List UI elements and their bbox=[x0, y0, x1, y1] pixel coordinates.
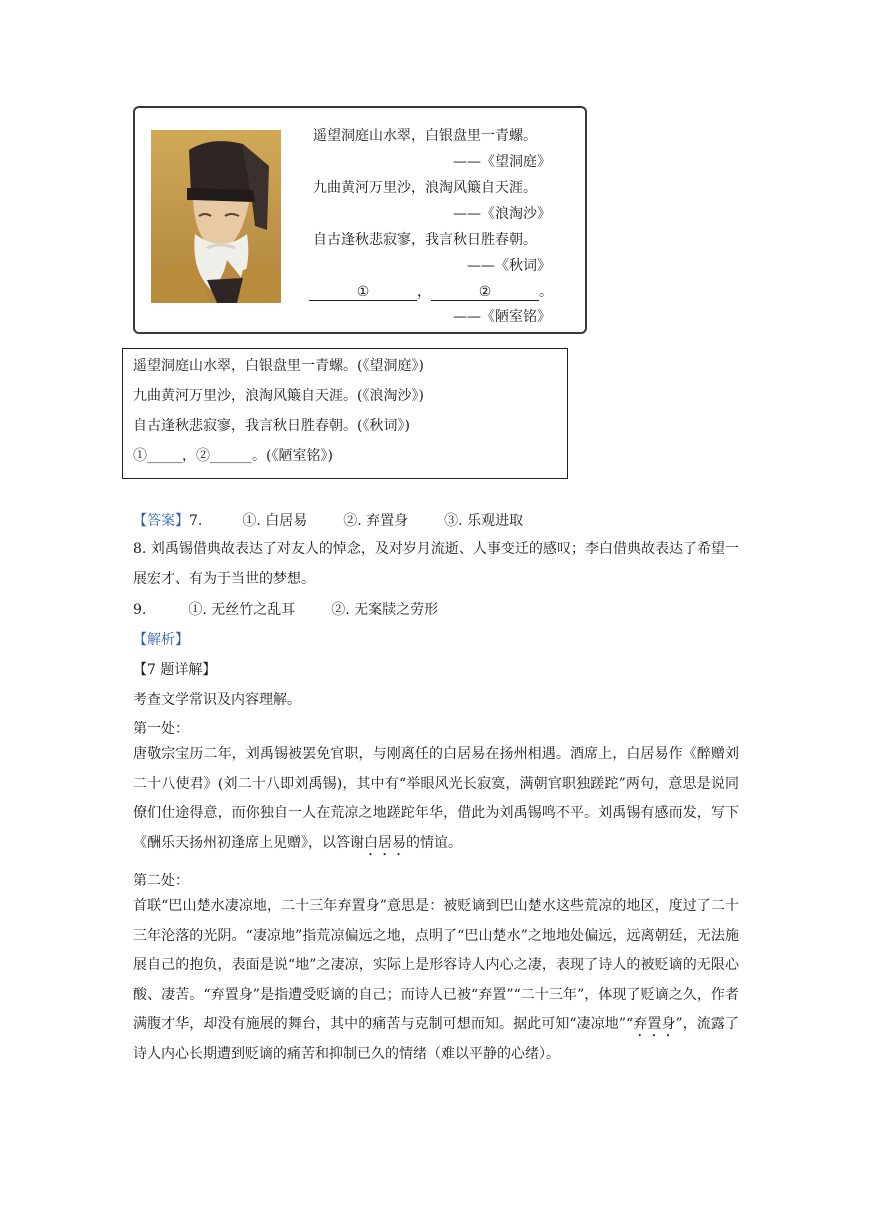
fill-blank-line bbox=[309, 281, 553, 301]
verse-line-3: 自古逢秋悲寂寥，我言秋日胜春朝。 bbox=[313, 232, 537, 248]
q7-answer-3: ③. 乐观进取 bbox=[444, 513, 524, 529]
poem-card bbox=[133, 106, 587, 334]
blank-period: 。 bbox=[539, 284, 553, 300]
first-point-paragraph bbox=[133, 740, 739, 859]
answer-tag: 【答案】 bbox=[133, 513, 189, 529]
verse-line-1: 遥望洞庭山水翠，白银盘里一青螺。 bbox=[313, 128, 537, 144]
box-line-4: ①_____，②______。(《陋室铭》) bbox=[133, 448, 333, 464]
analysis-intro: 考查文学常识及内容理解。 bbox=[133, 692, 301, 708]
second-para-emphasis: 弃置身 bbox=[633, 1016, 676, 1032]
poet-portrait-image bbox=[151, 130, 281, 303]
poem-text-box bbox=[122, 348, 568, 479]
second-para-tail: ”，流露了诗人内心长期遭到贬谪的痛苦和抑制已久的情绪（难以平静的心绪）。 bbox=[133, 1016, 739, 1062]
portrait-illustration bbox=[151, 130, 281, 303]
box-line-2: 九曲黄河万里沙，浪淘风簸自天涯。(《浪淘沙》) bbox=[133, 388, 424, 404]
answer-q7-row bbox=[133, 510, 523, 530]
q7-answer-2: ②. 弃置身 bbox=[343, 513, 409, 529]
q9-answer-2: ②. 无案牍之劳形 bbox=[331, 602, 439, 618]
q9-answer-1: ①. 无丝竹之乱耳 bbox=[188, 602, 296, 618]
blank-comma: ， bbox=[417, 284, 431, 300]
second-point-heading: 第二处： bbox=[133, 873, 189, 889]
q9-number: 9. bbox=[133, 602, 147, 618]
q7-number: 7. bbox=[189, 513, 203, 529]
second-point-paragraph bbox=[133, 892, 739, 1070]
box-line-3: 自古逢秋悲寂寥，我言秋日胜春朝。(《秋词》) bbox=[133, 418, 410, 434]
verse-source-4: ——《陋室铭》 bbox=[453, 309, 551, 325]
verse-source-3: ——《秋词》 bbox=[467, 258, 551, 274]
second-para-text: 首联“巴山楚水凄凉地，二十三年弃置身”意思是：被贬谪到巴山楚水这些荒凉的地区，度过了二十三年沦落的光阴。“凄凉地”指荒凉偏远之地，点明了“巴山楚水”之地地处偏远，远离朝廷，无法施展自己的抱负，表面是说“地”之凄凉，实际上是形容诗人内心之凄，表现了诗人的被贬谪的无限心酸、凄苦。“弃置身”是指遭受贬谪的自己；而诗人已被“弃置”“二十三年”，体现了贬谪之久，作者满腹才华，却没有施展的舞台，其中的痛苦与克制可想而知。据此可知“凄凉地”“ bbox=[133, 898, 739, 1032]
first-point-heading: 第一处： bbox=[133, 721, 189, 737]
first-para-emphasis: 白居易 bbox=[364, 834, 406, 851]
answer-q9-row bbox=[133, 599, 438, 619]
subquestion-7-heading: 【7 题详解】 bbox=[133, 662, 217, 678]
analysis-tag: 【解析】 bbox=[133, 632, 189, 648]
verse-source-1: ——《望洞庭》 bbox=[453, 154, 551, 170]
first-para-tail: 的情谊。 bbox=[406, 834, 462, 851]
verse-source-2: ——《浪淘沙》 bbox=[453, 206, 551, 222]
first-para-text: 唐敬宗宝历二年，刘禹锡被罢免官职，与刚离任的白居易在扬州相遇。酒席上，白居易作《醉赠刘二十八使君》(刘二十八即刘禹锡)，其中有“举眼风光长寂寞，满朝官职独蹉跎”两句，意思是说同僚们仕途得意，而你独自一人在荒凉之地蹉跎年华，借此为刘禹锡鸣不平。刘禹锡有感而发，写下《酬乐天扬州初逢席上见赠》，以答谢 bbox=[133, 746, 739, 851]
blank-1[interactable]: ① bbox=[309, 284, 417, 301]
blank-2[interactable]: ② bbox=[431, 284, 539, 301]
verse-line-2: 九曲黄河万里沙，浪淘风簸自天涯。 bbox=[313, 180, 537, 196]
box-line-1: 遥望洞庭山水翠，白银盘里一青螺。(《望洞庭》) bbox=[133, 358, 424, 374]
answer-q8: 8. 刘禹锡借典故表达了对友人的悼念，及对岁月流逝、人事变迁的感叹；李白借典故表达了希望一展宏才、有为于当世的梦想。 bbox=[133, 541, 739, 587]
q7-answer-1: ①. 白居易 bbox=[242, 513, 308, 529]
